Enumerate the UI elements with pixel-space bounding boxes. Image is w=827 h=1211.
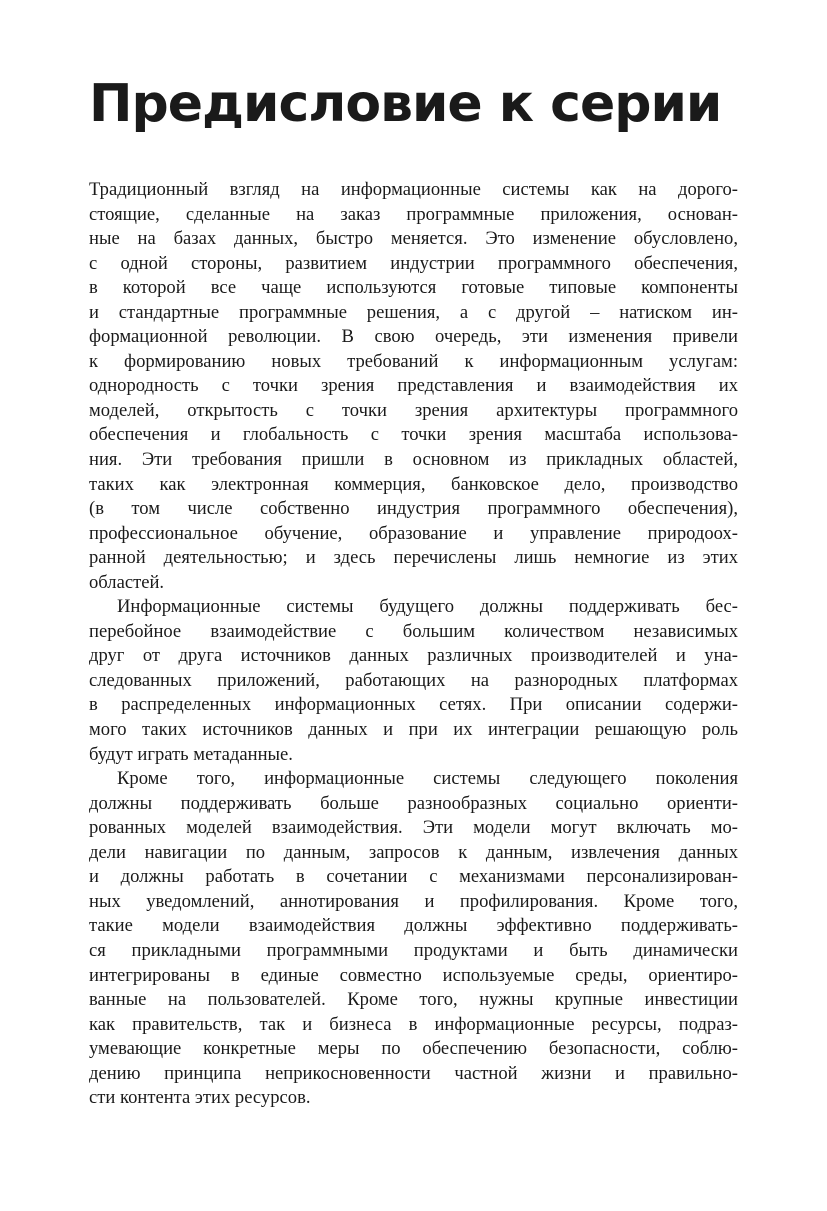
text-line: с одной стороны, развитием индустрии программного обеспечения, (89, 252, 738, 274)
text-line: стоящие, сделанные на заказ программные приложения, основан- (89, 203, 738, 225)
text-line: и стандартные программные решения, а с другой – натиском ин- (89, 301, 738, 323)
text-line: обеспечения и глобальность с точки зрения масштаба использова- (89, 424, 738, 446)
text-line: должны поддерживать больше разнообразных социально ориенти- (89, 792, 738, 814)
paragraph (89, 178, 738, 595)
text-line: профессиональное обучение, образование и управление природоох- (89, 522, 738, 544)
text-line: ния. Эти требования пришли в основном из прикладных областей, (89, 449, 738, 471)
text-line: в распределенных информационных сетях. При описании содержи- (89, 694, 738, 716)
text-line: Информационные системы будущего должны поддерживать бес- (117, 596, 738, 618)
text-line: ванные на пользователей. Кроме того, нужны крупные инвестиции (89, 989, 738, 1011)
text-line: ных уведомлений, аннотирования и профилирования. Кроме того, (89, 890, 738, 912)
text-line: рованных моделей взаимодействия. Эти модели могут включать мо- (89, 817, 738, 839)
text-line: таких как электронная коммерция, банковское дело, производство (89, 473, 738, 495)
text-line: областей. (89, 571, 165, 593)
text-line: моделей, открытость с точки зрения архитектуры программного (89, 399, 738, 421)
text-line: и должны работать в сочетании с механизмами персонализирован- (89, 866, 738, 888)
text-line: сти контента этих ресурсов. (89, 1087, 311, 1109)
text-line: будут играть метаданные. (89, 743, 293, 765)
paragraph (89, 595, 738, 767)
text-line: друг от друга источников данных различных производителей и уна- (89, 645, 738, 667)
text-line: к формированию новых требований к информационным услугам: (89, 350, 738, 372)
text-line: мого таких источников данных и при их интеграции решающую роль (89, 719, 738, 741)
text-line: Традиционный взгляд на информационные системы как на дорого- (89, 179, 738, 200)
text-line: в которой все чаще используются готовые типовые компоненты (89, 277, 738, 299)
text-line: (в том числе собственно индустрия программного обеспечения), (89, 498, 738, 520)
text-line: интегрированы в единые совместно используемые среды, ориентиро- (89, 964, 738, 986)
text-line: следованных приложений, работающих на разнородных платформах (89, 669, 738, 691)
page-title: Предисловие к серии (89, 74, 722, 134)
text-line: ные на базах данных, быстро меняется. Это изменение обусловлено, (89, 228, 738, 250)
text-line: однородность с точки зрения представления и взаимодействия их (89, 375, 738, 397)
text-line: дению принципа неприкосновенности частной жизни и правильно- (89, 1062, 738, 1084)
text-line: перебойное взаимодействие с большим количеством независимых (89, 620, 738, 642)
text-line: дели навигации по данным, запросов к данным, извлечения данных (89, 841, 738, 863)
text-line: ся прикладными программными продуктами и быть динамически (89, 939, 738, 961)
text-line: такие модели взаимодействия должны эффективно поддерживать- (89, 915, 738, 937)
body-text (89, 178, 738, 1111)
text-line: умевающие конкретные меры по обеспечению безопасности, соблю- (89, 1038, 738, 1060)
paragraph (89, 767, 738, 1111)
text-line: формационной революции. В свою очередь, эти изменения привели (89, 326, 738, 348)
text-line: ранной деятельностью; и здесь перечислены лишь немногие из этих (89, 547, 738, 569)
text-line: Кроме того, информационные системы следующего поколения (117, 768, 738, 790)
text-line: как правительств, так и бизнеса в информационные ресурсы, подраз- (89, 1013, 738, 1035)
